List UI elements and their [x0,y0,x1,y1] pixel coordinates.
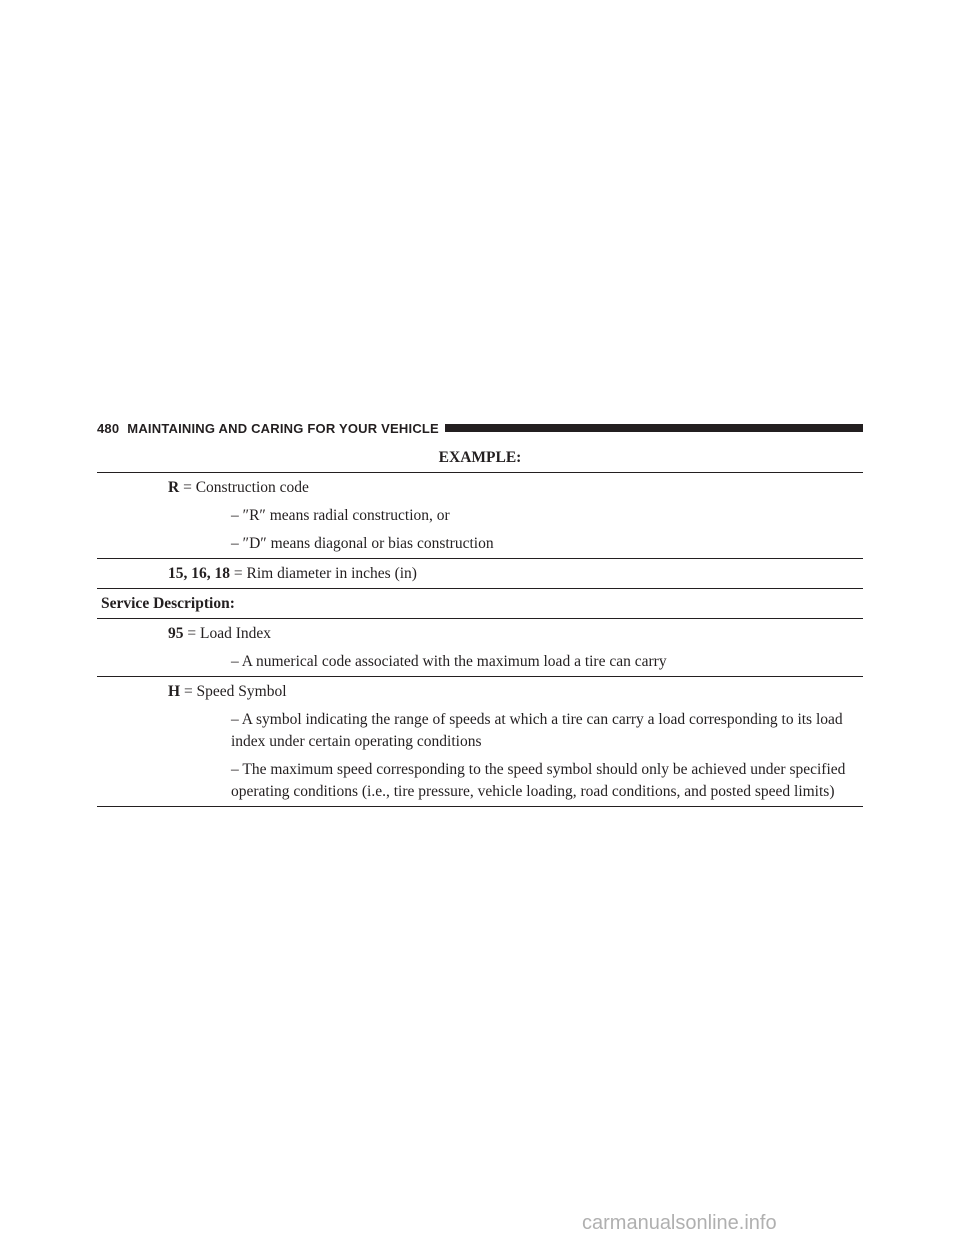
term-note: – ″D″ means diagonal or bias construction [231,535,494,552]
term-code: 15, 16, 18 [168,565,230,582]
term-description: = Construction code [183,479,309,496]
term-note: – A symbol indicating the range of speeds at which a tire can carry a load corresponding to its load index under certain operating conditions [231,711,843,750]
section-title: MAINTAINING AND CARING FOR YOUR VEHICLE [127,420,439,436]
term-note: – The maximum speed corresponding to the speed symbol should only be achieved under specified operating conditions (i.e., tire pressure, vehicle loading, road conditions, and posted speed limits) [231,761,846,800]
term-note: – A numerical code associated with the maximum load a tire can carry [231,653,667,670]
term-line [97,623,863,645]
term-description: = Load Index [187,625,272,642]
term-line [97,563,863,585]
term-description: = Rim diameter in inches (in) [233,565,417,582]
term-code: 95 [168,625,184,642]
term-note: – ″R″ means radial construction, or [231,507,450,524]
term-code: H [168,683,181,700]
table-row-load-index [97,619,863,677]
term-line [97,477,863,499]
table-title: EXAMPLE: [97,445,863,473]
table-row-construction [97,473,863,559]
term-line [97,681,863,703]
service-description-heading: Service Description: [97,589,863,619]
watermark: carmanualsonline.info [582,1212,777,1234]
tire-code-table [97,445,863,807]
table-row-rim [97,559,863,589]
term-code: R [168,479,180,496]
page-number: 480 [97,420,120,436]
table-row-speed-symbol [97,677,863,807]
term-description: = Speed Symbol [183,683,287,700]
page-header [97,418,863,438]
header-rule [445,424,863,432]
